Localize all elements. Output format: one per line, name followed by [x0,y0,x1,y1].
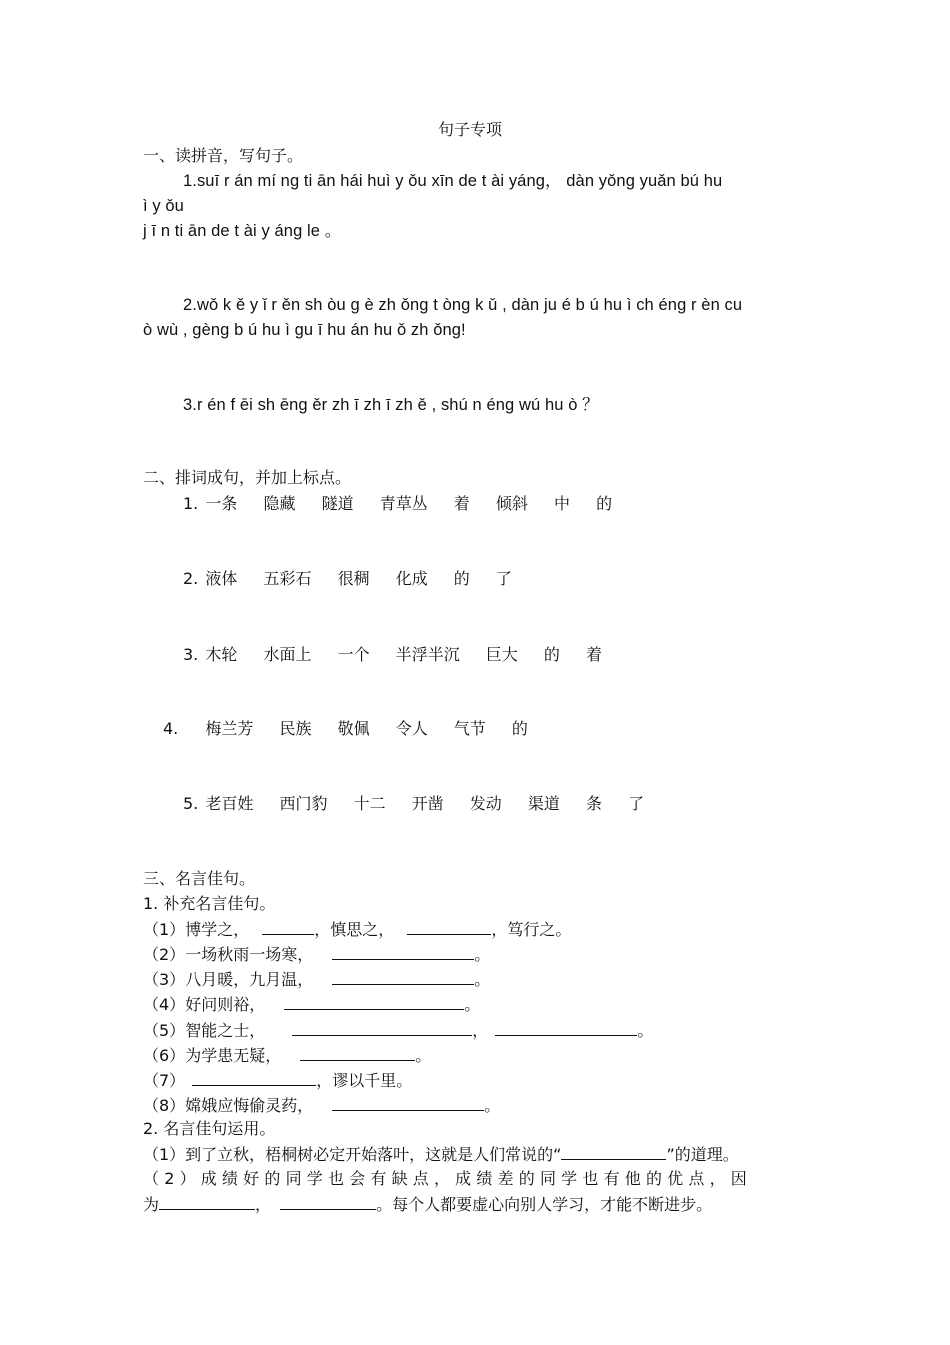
fill-item-7 [143,1070,412,1091]
quote-mid: ， [472,1021,489,1040]
usage-text: （1）到了立秋，梧桐树必定开始落叶，这就是人们常说的“ [143,1145,562,1164]
word: 渠道 [527,794,560,813]
word: 的 [511,719,528,738]
word: 开凿 [411,794,444,813]
usage-item-1 [143,1144,739,1165]
quote-end: 。 [637,1021,654,1040]
quote-text: 好问则裕， [185,995,266,1014]
answer-blank[interactable] [561,1144,666,1160]
word: 着 [586,645,603,664]
word: 敬佩 [337,719,370,738]
usage-text: ， [255,1195,272,1214]
section1-heading: 一、读拼音，写句子。 [143,146,304,165]
word: 隐藏 [263,494,296,513]
quote-text: 为学患无疑， [185,1046,282,1065]
word: 老百姓 [205,794,254,813]
quote-text: ，谬以千里。 [316,1071,413,1090]
fill-item-8 [143,1095,500,1116]
answer-blank[interactable] [332,1095,484,1111]
word: 了 [495,569,512,588]
item-number: （4） [143,995,186,1014]
section3-sub1: 1. 补充名言佳句。 [143,894,276,913]
word: 了 [628,794,645,813]
quote-text: 嫦娥应悔偷灵药， [185,1096,314,1115]
word: 的 [543,645,560,664]
word: 气节 [453,719,486,738]
usage-text: ”的道理。 [666,1145,739,1164]
fill-item-1 [143,919,571,940]
word-row-5 [183,794,665,814]
answer-blank[interactable] [280,1194,376,1210]
pinyin-item-1-line2: ì y ǒu [143,197,184,215]
item-number: （8） [143,1096,186,1115]
word: 的 [453,569,470,588]
word: 西门豹 [279,794,328,813]
quote-end: 。 [464,995,481,1014]
fill-item-5 [143,1020,653,1041]
quote-end: 。 [474,945,491,964]
answer-blank[interactable] [292,1020,472,1036]
answer-blank[interactable] [332,969,474,985]
quote-text: 博学之， [185,920,250,939]
quote-text: ，慎思之， [314,920,395,939]
row-number: 5. [183,794,199,813]
word: 液体 [205,569,238,588]
quote-text: 八月暖，九月温， [185,970,314,989]
quote-text: 一场秋雨一场寒， [185,945,314,964]
word: 巨大 [485,645,518,664]
row-number: 4. [163,719,179,738]
usage-text: 为 [143,1195,160,1214]
item-number: （1） [143,920,186,939]
quote-end: 。 [474,970,491,989]
item-number: （7） [143,1071,186,1090]
item-number: （3） [143,970,186,989]
usage-item-2-line1: （2）成绩好的同学也会有缺点，成绩差的同学也有他的优点，因 [143,1169,752,1188]
section2-heading: 二、排词成句，并加上标点。 [143,468,352,487]
word: 半浮半沉 [395,645,460,664]
word-row-2 [183,569,533,589]
quote-end: 。 [484,1096,501,1115]
word: 着 [453,494,470,513]
usage-item-2-line2 [143,1194,712,1215]
word: 十二 [353,794,386,813]
word: 水面上 [263,645,312,664]
pinyin-item-3-line1: 3.r én f ēi sh ēng ěr zh ī zh ī zh ě , shú n éng wú hu ò ？ [183,396,599,414]
page-title: 句子专项 [438,120,503,139]
item-number: （2） [143,945,186,964]
word: 令人 [395,719,428,738]
answer-blank[interactable] [332,944,474,960]
pinyin-item-1-line3: j ī n ti ān de t ài y áng le 。 [143,222,342,240]
word: 一个 [337,645,370,664]
item-number: （6） [143,1046,186,1065]
quote-end: 。 [415,1046,432,1065]
quote-text: ，笃行之。 [491,920,572,939]
word: 条 [586,794,603,813]
word: 很稠 [337,569,370,588]
word: 民族 [279,719,312,738]
word: 化成 [395,569,428,588]
item-number: （5） [143,1021,186,1040]
row-number: 2. [183,569,199,588]
word: 五彩石 [263,569,312,588]
section3-heading: 三、名言佳句。 [143,869,256,888]
answer-blank[interactable] [262,919,314,935]
fill-item-2 [143,944,490,965]
pinyin-item-2-line2: ò wù , gèng b ú hu ì gu ī hu án hu ǒ zh ǒng! [143,321,466,339]
fill-item-6 [143,1045,431,1066]
word-row-1 [183,494,633,514]
answer-blank[interactable] [192,1070,316,1086]
pinyin-item-1-line1: 1.suī r án mí ng ti ān hái huì y ǒu xīn de t ài yáng， dàn yǒng yuǎn bú hu [183,172,723,190]
answer-blank[interactable] [495,1020,637,1036]
word-row-3 [183,645,623,665]
row-number: 1. [183,494,199,513]
fill-item-4 [143,994,480,1015]
answer-blank[interactable] [159,1194,255,1210]
word: 青草丛 [379,494,428,513]
pinyin-item-2-line1: 2.wǒ k ě y ǐ r ěn sh òu g è zh ǒng t òng k ǔ , dàn ju é b ú hu ì ch éng r èn cu [183,296,743,314]
fill-item-3 [143,969,490,990]
section3-sub2: 2. 名言佳句运用。 [143,1119,276,1138]
usage-text: 。每个人都要虚心向别人学习，才能不断进步。 [376,1195,713,1214]
answer-blank[interactable] [284,994,464,1010]
answer-blank[interactable] [300,1045,415,1061]
word: 隧道 [321,494,354,513]
row-number: 3. [183,645,199,664]
word: 的 [596,494,613,513]
word: 木轮 [205,645,238,664]
answer-blank[interactable] [407,919,491,935]
word: 梅兰芳 [205,719,254,738]
word: 倾斜 [495,494,528,513]
word: 一条 [205,494,238,513]
word-row-4 [163,719,549,739]
quote-text: 智能之士， [185,1021,266,1040]
word: 中 [554,494,571,513]
word: 发动 [469,794,502,813]
